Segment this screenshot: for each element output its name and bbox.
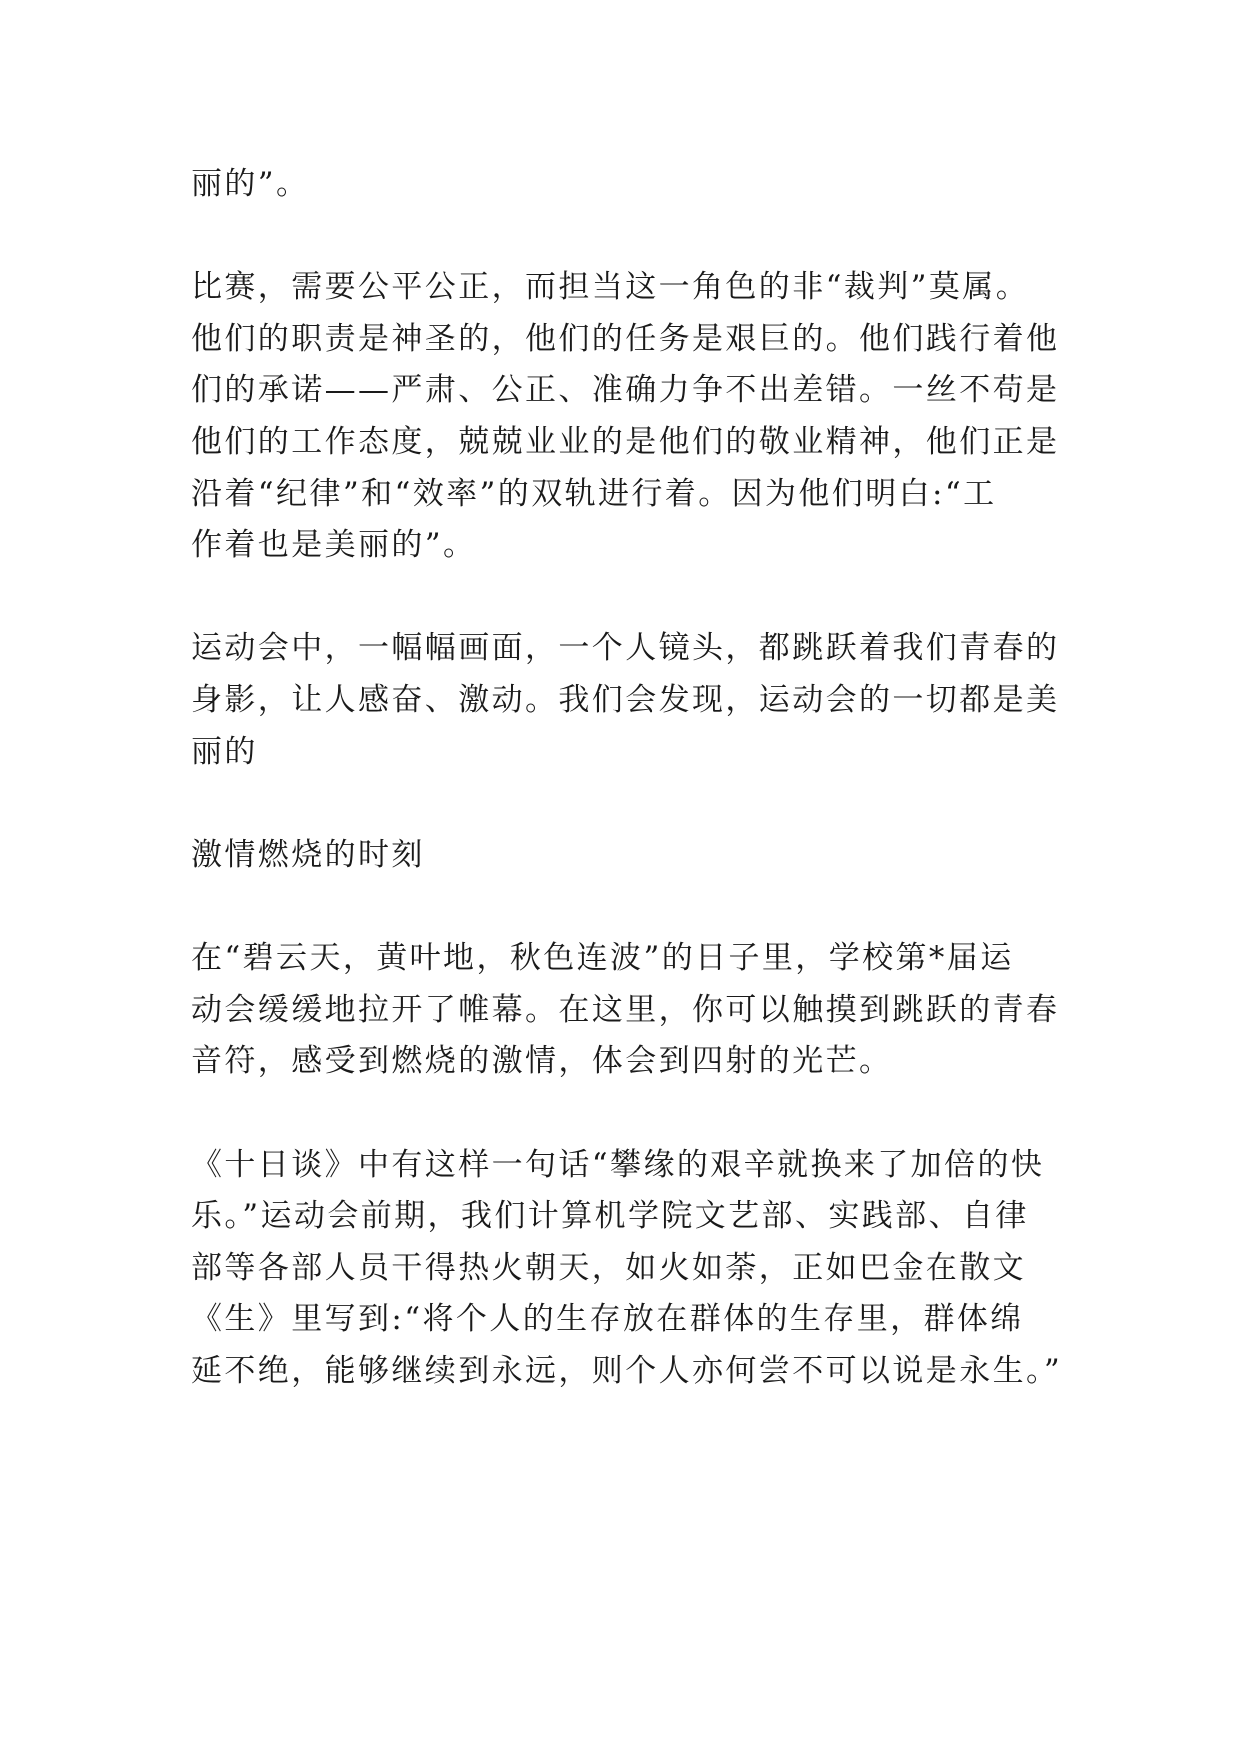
paragraph-line: 乐。”运动会前期，我们计算机学院文艺部、实践部、自律 (191, 1198, 1029, 1234)
paragraph-line: 音符，感受到燃烧的激情，体会到四射的光芒。 (191, 1043, 893, 1079)
paragraph-line: 延不绝，能够继续到永远，则个人亦何尝不可以说是永生。” (191, 1353, 1063, 1389)
paragraph-line: 部等各部人员干得热火朝天，如火如荼，正如巴金在散文 (191, 1250, 1026, 1286)
paragraph-line: 身影，让人感奋、激动。我们会发现，运动会的一切都是美 (191, 682, 1060, 718)
paragraph-line: 他们的工作态度，兢兢业业的是他们的敬业精神，他们正是 (191, 424, 1060, 460)
paragraph-line: 运动会中，一幅幅画面，一个人镜头，都跳跃着我们青春的 (191, 630, 1060, 666)
paragraph-line: 丽的”。 (191, 166, 310, 202)
paragraph-line: 们的承诺——严肃、公正、准确力争不出差错。一丝不苟是 (191, 372, 1060, 408)
paragraph-line: 动会缓缓地拉开了帷幕。在这里，你可以触摸到跳跃的青春 (191, 992, 1060, 1028)
paragraph-line: 沿着“纪律”和“效率”的双轨进行着。因为他们明白:“工 (191, 476, 997, 512)
paragraph-line: 他们的职责是神圣的，他们的任务是艰巨的。他们践行着他 (191, 321, 1060, 357)
section-heading: 激情燃烧的时刻 (191, 837, 425, 873)
paragraph-line: 在“碧云天，黄叶地，秋色连波”的日子里，学校第*届运 (191, 940, 1014, 976)
paragraph-line: 《十日谈》中有这样一句话“攀缘的艰辛就换来了加倍的快 (191, 1147, 1045, 1183)
paragraph-line: 《生》里写到:“将个人的生存放在群体的生存里，群体绵 (191, 1301, 1024, 1337)
paragraph-line: 作着也是美丽的”。 (191, 527, 477, 563)
paragraph-line: 比赛，需要公平公正，而担当这一角色的非“裁判”莫属。 (191, 269, 1030, 305)
paragraph-line: 丽的 (191, 734, 258, 770)
